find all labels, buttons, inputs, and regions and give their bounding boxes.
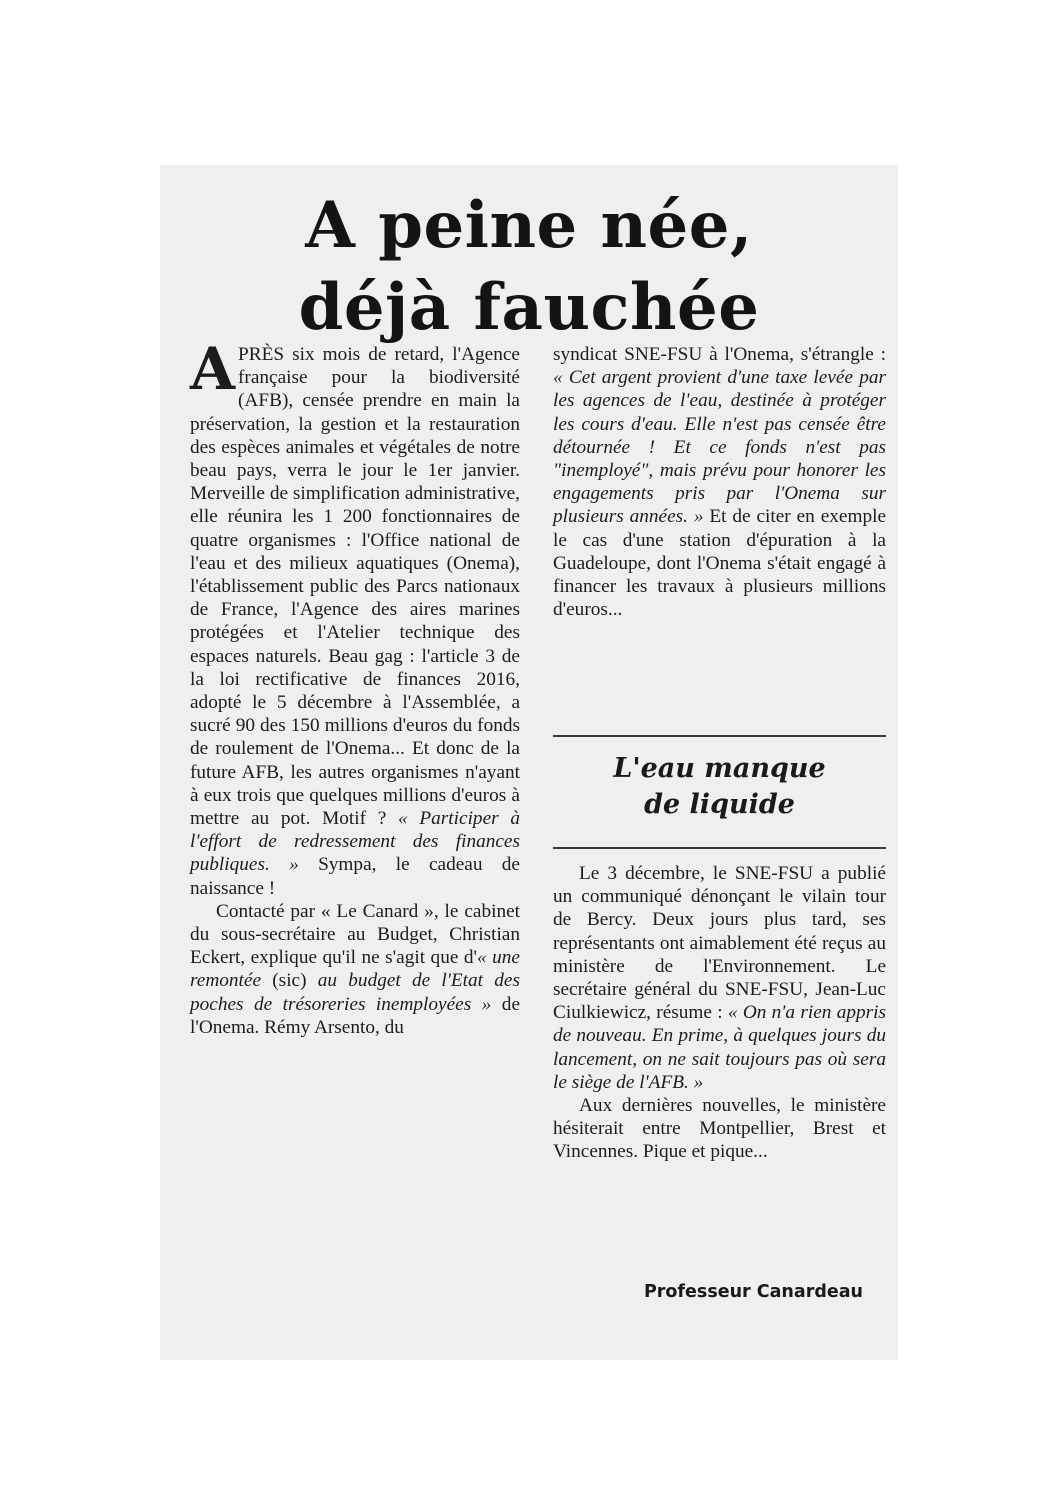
quote: au budget de l'Etat des poches de trésoreries inemployées » — [190, 970, 520, 1015]
quote: « On n'a rien appris de nouveau. En prime, à quelques jours du lancement, on ne sait toujours pas où sera le siège de l'AFB. » — [553, 1002, 886, 1093]
sic-note: (sic) — [272, 970, 307, 992]
left-column — [190, 335, 520, 1039]
paragraph-text: Sympa, le cadeau de naissance ! — [190, 854, 520, 899]
headline-line-2: déjà fauchée — [298, 270, 760, 345]
quote: « Participer à l'effort de redressement des finances publiques. » — [190, 808, 520, 876]
subheading-line-1: L'eau manque — [613, 753, 826, 784]
divider — [553, 847, 886, 849]
subheading — [553, 751, 886, 823]
subheading-line-2: de liquide — [644, 789, 795, 820]
quote: « Cet argent provient d'une taxe levée par les agences de l'eau, destinée à protéger les cours d'eau. Elle n'est pas censée être détournée ! Et ce fonds n'est pas "inemployé", mais prévu pour honorer les engagements pris par l'Onema sur plusieurs années. » — [553, 367, 886, 528]
paragraph-text: syndicat SNE-FSU à l'Onema, s'étrangle : — [553, 344, 886, 365]
right-column-bottom — [553, 862, 886, 1164]
paragraph-text: Le 3 décembre, le SNE-FSU a publié un communiqué dénonçant le vilain tour de Bercy. Deux jours plus tard, ses représentants ont aimablement été reçus au ministère de l'Environnement. Le secrétaire général du SNE-FSU, Jean-Luc Ciulkiewicz, résume : — [553, 863, 886, 1024]
paragraph — [190, 900, 520, 1039]
paragraph-text: de l'Onema. Rémy Arsento, du — [190, 993, 520, 1038]
paragraph — [553, 862, 886, 1094]
divider — [553, 735, 886, 737]
paragraph — [190, 335, 520, 900]
author-signature: Professeur Canardeau — [643, 1282, 863, 1302]
headline — [160, 185, 898, 349]
right-column-top — [553, 343, 886, 621]
paragraph-text: Et de citer en exemple le cas d'une station d'épuration à la Guadeloupe, dont l'Onema s'était engagé à financer les travaux à plusieurs millions d'euros... — [553, 506, 886, 621]
quote: « une remontée — [190, 947, 520, 992]
paragraph-text: PRÈS six mois de retard, l'Agence française pour la biodiversité (AFB), censée prendre en main la préservation, la gestion et la restauration des espèces animales et végétales de notre beau pays, verra le jour le 1er janvier. Merveille de simplification administrative, elle réunira les 1 200 fonctionnaires de quatre organismes : l'Office national de l'eau et des milieux aquatiques (Onema), l'établissement public des Parcs nationaux de France, l'Agence des aires marines protégées et l'Atelier technique des espaces naturels. Beau gag : l'article 3 de la loi rectificative de finances 2016, adopté le 5 décembre à l'Assemblée, a sucré 90 des 150 millions d'euros du fonds de roulement de l'Onema... Et donc de la future AFB, les autres organismes n'ayant à eux trois que quelques millions d'euros à mettre au pot. Motif ? — [190, 344, 520, 830]
paragraph — [553, 1094, 886, 1164]
paragraph-text: Contacté par « Le Canard », le cabinet du sous-secrétaire au Budget, Christian Eckert, explique qu'il ne s'agit que d' — [190, 900, 520, 969]
headline-line-1: A peine née, — [305, 188, 753, 263]
drop-cap: A — [190, 335, 236, 403]
paragraph — [553, 343, 886, 621]
paragraph-text: Aux dernières nouvelles, le ministère hésiterait entre Montpellier, Brest et Vincennes. Pique et pique... — [553, 1095, 886, 1163]
newspaper-clipping — [160, 165, 898, 1360]
